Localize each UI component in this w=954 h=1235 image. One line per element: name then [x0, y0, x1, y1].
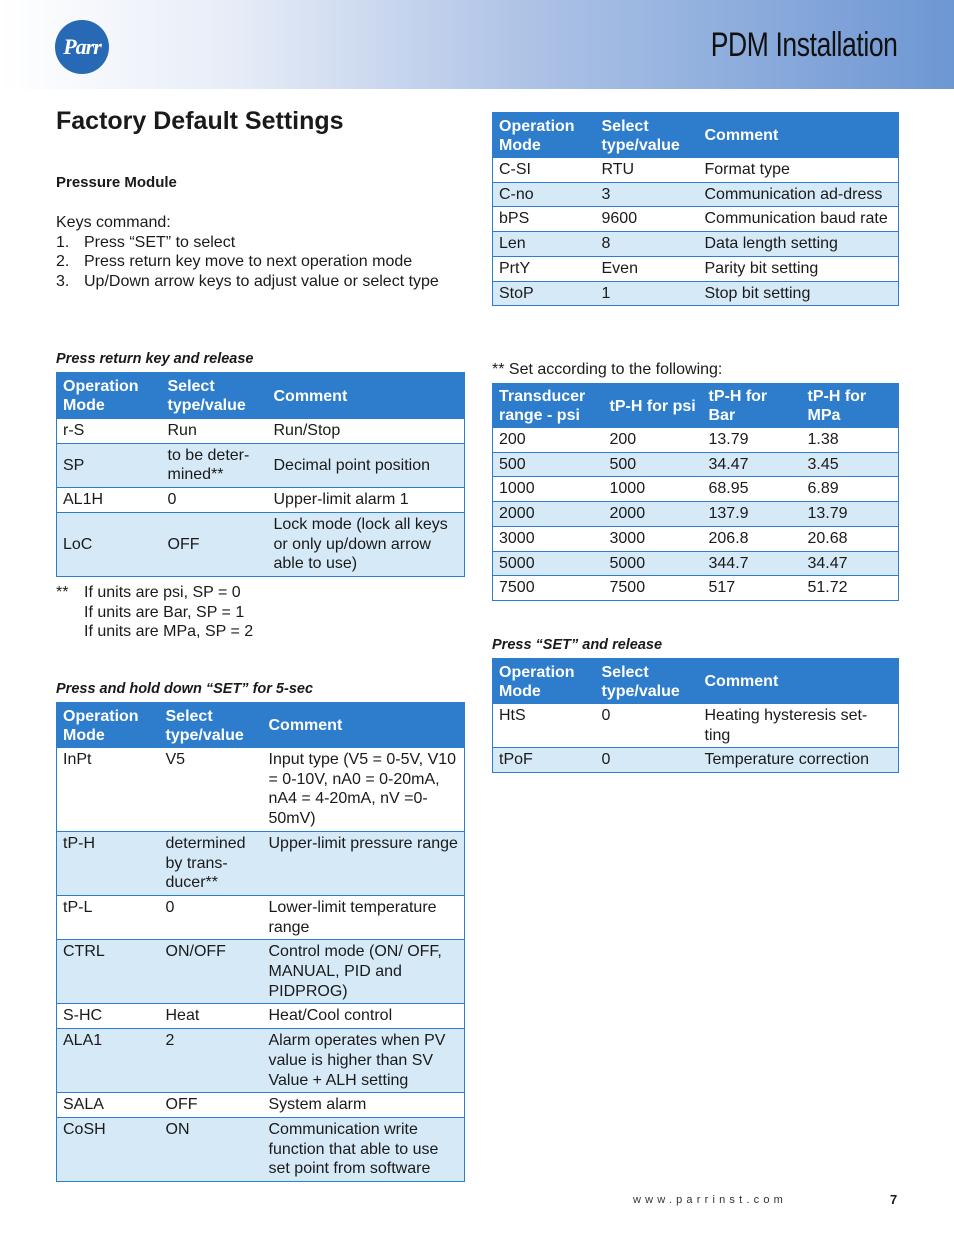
column-header: Operation Mode	[57, 703, 160, 748]
table-cell: C-no	[493, 182, 596, 207]
table-cell: SP	[57, 443, 162, 487]
table-row	[57, 443, 465, 487]
table-cell: ALA1	[57, 1029, 160, 1093]
table-cell: Lock mode (lock all keys or only up/down arrow able to use)	[268, 512, 465, 576]
table-row	[493, 281, 899, 306]
table-cell: Parity bit setting	[699, 256, 899, 281]
header-banner	[0, 0, 954, 89]
footnote-marker: **	[56, 584, 69, 601]
table-cell: ON	[160, 1117, 263, 1181]
table-row	[493, 428, 899, 453]
step-text: Up/Down arrow keys to adjust value or select type	[84, 272, 439, 290]
table-row	[493, 232, 899, 257]
table-cell: 137.9	[703, 502, 802, 527]
column-header: Operation Mode	[57, 373, 162, 419]
page-title: Factory Default Settings	[56, 107, 344, 135]
table-cell: 68.95	[703, 477, 802, 502]
column-header: Comment	[699, 659, 899, 704]
table-cell: Temperature correction	[699, 748, 899, 773]
table-header-row	[493, 659, 899, 704]
table-cell: ON/OFF	[160, 940, 263, 1004]
table-cell: 0	[596, 704, 699, 748]
table-cell: 206.8	[703, 526, 802, 551]
table-header-row	[493, 113, 899, 158]
parr-logo: Parr	[55, 20, 109, 74]
return-key-table	[56, 372, 465, 577]
table-cell: Upper-limit alarm 1	[268, 488, 465, 513]
table-cell: S-HC	[57, 1004, 160, 1029]
table-cell: bPS	[493, 207, 596, 232]
table-cell: 344.7	[703, 551, 802, 576]
table-row	[57, 1093, 465, 1118]
table-cell: r-S	[57, 419, 162, 444]
table-cell: HtS	[493, 704, 596, 748]
step-number: 3.	[56, 272, 70, 290]
table-row	[57, 1004, 465, 1029]
footnote-text: If units are MPa, SP = 2	[84, 623, 254, 640]
column-header: Operation Mode	[493, 659, 596, 704]
column-header: Transducer range - psi	[493, 384, 604, 428]
press-set-table	[492, 658, 899, 773]
table-cell: Run	[162, 419, 268, 444]
set-note: ** Set according to the following:	[492, 361, 723, 378]
table-row	[493, 158, 899, 183]
column-header: Comment	[699, 113, 899, 158]
table-cell: Communication ad-dress	[699, 182, 899, 207]
table-cell: C-SI	[493, 158, 596, 183]
table-row	[57, 1029, 465, 1093]
footnote-line	[56, 583, 253, 603]
table-row	[493, 576, 899, 601]
table-cell: tPoF	[493, 748, 596, 773]
communication-table	[492, 112, 899, 306]
table-cell: Len	[493, 232, 596, 257]
table1-caption: Press return key and release	[56, 351, 254, 367]
table-cell: 200	[493, 428, 604, 453]
table-cell: 1	[596, 281, 699, 306]
table-row	[493, 502, 899, 527]
table-cell: Even	[596, 256, 699, 281]
table-row	[493, 256, 899, 281]
table-cell: Control mode (ON/ OFF, MANUAL, PID and PIDPROG)	[263, 940, 465, 1004]
table-cell: System alarm	[263, 1093, 465, 1118]
table-cell: 8	[596, 232, 699, 257]
table-cell: Run/Stop	[268, 419, 465, 444]
table-cell: InPt	[57, 748, 160, 832]
list-item	[56, 252, 456, 272]
step-text: Press return key move to next operation mode	[84, 253, 413, 270]
table-cell: Stop bit setting	[699, 281, 899, 306]
column-header: Comment	[263, 703, 465, 748]
table-row	[493, 477, 899, 502]
step-text: Press “SET” to select	[84, 233, 236, 251]
table-cell: 500	[604, 452, 703, 477]
table-cell: 9600	[596, 207, 699, 232]
table-cell: OFF	[160, 1093, 263, 1118]
table-cell: tP-H	[57, 831, 160, 895]
table-cell: Heat/Cool control	[263, 1004, 465, 1029]
table-header-row	[493, 384, 899, 428]
table-cell: Format type	[699, 158, 899, 183]
column-header: Comment	[268, 373, 465, 419]
transducer-range-table	[492, 383, 899, 601]
table-row	[493, 551, 899, 576]
table-cell: 7500	[493, 576, 604, 601]
section-title: PDM Installation	[711, 26, 898, 64]
table-cell: tP-L	[57, 895, 160, 939]
table-cell: 0	[596, 748, 699, 773]
table-row	[57, 895, 465, 939]
table-cell: Upper-limit pressure range	[263, 831, 465, 895]
sp-footnote	[56, 583, 253, 642]
table-cell: 3.45	[802, 452, 899, 477]
table-cell: Heat	[160, 1004, 263, 1029]
table-cell: 1.38	[802, 428, 899, 453]
footnote-line	[56, 622, 253, 642]
table-cell: 5000	[604, 551, 703, 576]
table-cell: 13.79	[703, 428, 802, 453]
table-cell: Heating hysteresis set-ting	[699, 704, 899, 748]
table-cell: determined by trans-ducer**	[160, 831, 263, 895]
table-row	[57, 512, 465, 576]
table2-caption: Press and hold down “SET” for 5-sec	[56, 681, 314, 697]
table-cell: 1000	[604, 477, 703, 502]
table-header-row	[57, 373, 465, 419]
table-cell: PrtY	[493, 256, 596, 281]
table-cell: Lower-limit temperature range	[263, 895, 465, 939]
table-cell: 2000	[604, 502, 703, 527]
table-cell: 517	[703, 576, 802, 601]
table-row	[57, 1117, 465, 1181]
table-row	[493, 526, 899, 551]
column-header: Select type/value	[160, 703, 263, 748]
column-header: tP-H for psi	[604, 384, 703, 428]
column-header: Select type/value	[596, 113, 699, 158]
table-cell: 51.72	[802, 576, 899, 601]
list-item	[56, 272, 456, 292]
table-cell: Communication write function that able to use set point from software	[263, 1117, 465, 1181]
column-header: Operation Mode	[493, 113, 596, 158]
table-cell: 13.79	[802, 502, 899, 527]
column-header: tP-H for MPa	[802, 384, 899, 428]
table-cell: 34.47	[703, 452, 802, 477]
table-row	[493, 182, 899, 207]
table-cell: SALA	[57, 1093, 160, 1118]
table-row	[493, 704, 899, 748]
column-header: tP-H for Bar	[703, 384, 802, 428]
table-cell: 3000	[604, 526, 703, 551]
table-row	[57, 831, 465, 895]
column-header: Select type/value	[596, 659, 699, 704]
table-row	[57, 488, 465, 513]
table-cell: 20.68	[802, 526, 899, 551]
table-cell: to be deter-mined**	[162, 443, 268, 487]
footnote-text: If units are Bar, SP = 1	[84, 603, 245, 621]
table-cell: Input type (V5 = 0-5V, V10 = 0-10V, nA0 = 0-20mA, nA4 = 4-20mA, nV =0-50mV)	[263, 748, 465, 832]
hold-set-table	[56, 702, 465, 1182]
table-row	[493, 452, 899, 477]
steps-list	[56, 233, 456, 292]
table-header-row	[57, 703, 465, 748]
table-cell: 34.47	[802, 551, 899, 576]
keys-intro: Keys command:	[56, 214, 171, 231]
list-item	[56, 233, 456, 253]
table-cell: 7500	[604, 576, 703, 601]
footer-url: www.parrinst.com	[633, 1194, 787, 1206]
table-cell: 200	[604, 428, 703, 453]
table-cell: Alarm operates when PV value is higher than SV Value + ALH setting	[263, 1029, 465, 1093]
table-row	[493, 748, 899, 773]
table-row	[57, 940, 465, 1004]
table-cell: 500	[493, 452, 604, 477]
table-cell: 3	[596, 182, 699, 207]
table-cell: CTRL	[57, 940, 160, 1004]
table-cell: 0	[160, 895, 263, 939]
footnote-text: If units are psi, SP = 0	[84, 584, 241, 601]
step-number: 1.	[56, 233, 70, 251]
table-cell: AL1H	[57, 488, 162, 513]
table-cell: 6.89	[802, 477, 899, 502]
table-cell: 0	[162, 488, 268, 513]
table-cell: Communication baud rate	[699, 207, 899, 232]
table-cell: Decimal point position	[268, 443, 465, 487]
keys-instructions	[56, 213, 456, 291]
table-cell: RTU	[596, 158, 699, 183]
column-header: Select type/value	[162, 373, 268, 419]
footnote-line	[56, 603, 253, 623]
table-cell: 2000	[493, 502, 604, 527]
table-row	[493, 207, 899, 232]
table-cell: OFF	[162, 512, 268, 576]
page-number: 7	[890, 1192, 898, 1207]
table-cell: CoSH	[57, 1117, 160, 1181]
table-cell: LoC	[57, 512, 162, 576]
step-number: 2.	[56, 253, 70, 270]
table5-caption: Press “SET” and release	[492, 637, 663, 653]
table-cell: 1000	[493, 477, 604, 502]
table-row	[57, 748, 465, 832]
table-cell: 2	[160, 1029, 263, 1093]
table-cell: V5	[160, 748, 263, 832]
subheading: Pressure Module	[56, 174, 177, 191]
table-cell: StoP	[493, 281, 596, 306]
table-cell: 5000	[493, 551, 604, 576]
table-row	[57, 419, 465, 444]
table-cell: 3000	[493, 526, 604, 551]
table-cell: Data length setting	[699, 232, 899, 257]
